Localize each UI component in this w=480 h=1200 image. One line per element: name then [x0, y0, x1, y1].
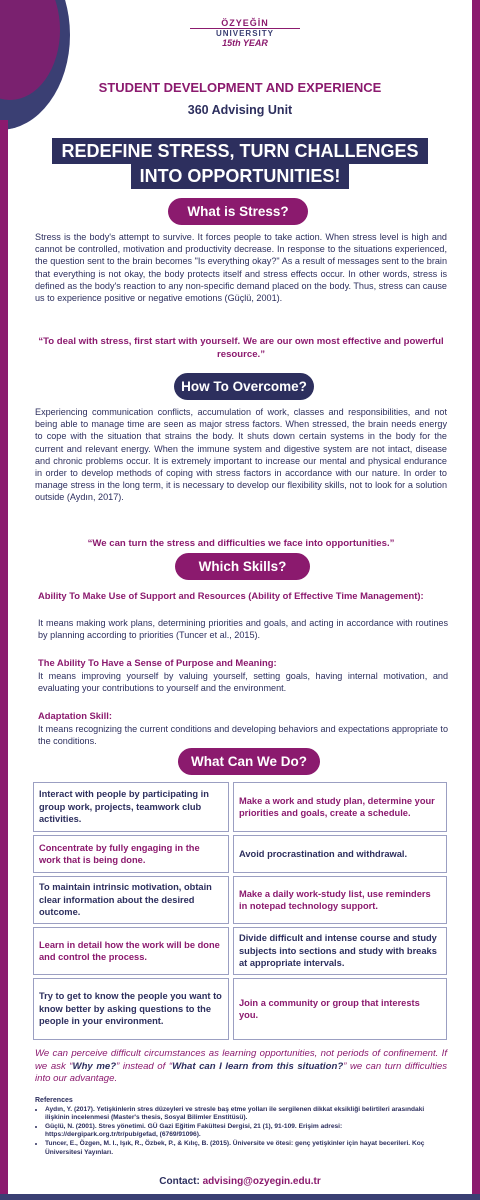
reference-item: • Tuncer, E., Özgen, M. I., Işık, R., Özbek, P., & Kılıç, B. (2015). Üniversite ve ötesi: genç yetişkinler için hayat becerileri. Koç Üniversitesi Yayınları. — [45, 1140, 447, 1157]
action-cell: Interact with people by participating in group work, projects, teamwork club activities. — [33, 782, 229, 832]
section-title-what-can-we-do: What Can We Do? — [178, 748, 320, 775]
action-cell: Try to get to know the people you want to know better by asking questions to the people in your environment. — [33, 978, 229, 1040]
action-cell: To maintain intrinsic motivation, obtain clear information about the desired outcome. — [33, 876, 229, 924]
skill-description: It means improving yourself by valuing yourself, setting goals, having internal motivation, and evaluating your contributions to yourself and the environment. — [38, 671, 448, 694]
reference-item: • Güçlü, N. (2001). Stres yönetimi. GÜ Gazi Eğitim Fakültesi Dergisi, 21 (1), 91-109. Erişim adresi: https://dergipark.org.tr/tr/pub/gefad, (6769/91096). — [45, 1123, 447, 1140]
closing-question-why-me: Why me? — [72, 1060, 117, 1072]
skill-title: Adaptation Skill: — [38, 710, 112, 721]
closing-text: We can perceive difficult circumstances as learning opportunities, not periods of confinement. If we ask “ — [35, 1048, 447, 1072]
left-border-stripe — [0, 120, 8, 1200]
department-title: STUDENT DEVELOPMENT AND EXPERIENCE — [98, 80, 382, 95]
skill-description: It means making work plans, determining priorities and goals, and acting in accordance with routines by planning according to priorities (Tuncer et al., 2015). — [38, 618, 448, 641]
closing-text: ” we can turn difficulties into our advantage. — [35, 1060, 447, 1084]
main-banner-line-2 — [0, 163, 480, 190]
closing-question-learn: What can I learn from this situation? — [172, 1060, 344, 1072]
main-banner-text-1: REDEFINE STRESS, TURN CHALLENGES — [52, 138, 427, 164]
action-cell: Make a work and study plan, determine your priorities and goals, create a schedule. — [233, 782, 447, 832]
action-cell: Divide difficult and intense course and study subjects into sections and study with breaks at appropriate intervals. — [233, 927, 447, 975]
logo-anniversary: 15th YEAR — [222, 38, 268, 48]
main-banner-line-1 — [0, 138, 480, 165]
university-logo — [190, 18, 300, 58]
logo-subname: UNIVERSITY — [215, 29, 274, 38]
contact-email-link[interactable]: advising@ozyegin.edu.tr — [202, 1176, 321, 1187]
skill-description: It means recognizing the current conditions and developing behaviors and expectations appropriate to the conditions. — [38, 724, 448, 747]
references-title: References — [35, 1097, 73, 1104]
logo-name: ÖZYEĞİN — [190, 18, 300, 29]
action-cell: Make a daily work-study list, use reminders in notepad technology support. — [233, 876, 447, 924]
references-list — [35, 1106, 447, 1158]
section-title-what-is-stress: What is Stress? — [168, 198, 308, 225]
skill-title: Ability To Make Use of Support and Resources (Ability of Effective Time Management): — [38, 590, 424, 601]
section-title-which-skills: Which Skills? — [175, 553, 310, 580]
action-cell: Join a community or group that interests you. — [233, 978, 447, 1040]
bottom-border-stripe — [0, 1194, 480, 1200]
closing-text: ” instead of “ — [116, 1060, 173, 1072]
action-cell: Concentrate by fully engaging in the work that is being done. — [33, 835, 229, 873]
stress-quote: “To deal with stress, first start with yourself. We are our own most effective and powerful resource.” — [38, 336, 444, 360]
closing-statement — [35, 1048, 447, 1086]
reference-item: • Aydın, Y. (2017). Yetişkinlerin stres düzeyleri ve stresle baş etme yolları ile sergilenen dikkat eksikliği belirtileri arasındaki ilişkinin incelenmesi (Master's thesis, Sosyal Bilimler Enstitüsü). — [45, 1106, 447, 1123]
main-banner-text-2: INTO OPPORTUNITIES! — [131, 163, 350, 189]
references — [35, 1097, 447, 1157]
contact-label: Contact: — [159, 1176, 200, 1187]
overcome-quote: “We can turn the stress and difficulties we face into opportunities.” — [87, 538, 395, 549]
action-cell: Avoid procrastination and withdrawal. — [233, 835, 447, 873]
action-cell: Learn in detail how the work will be done and control the process. — [33, 927, 229, 975]
section-title-how-to-overcome: How To Overcome? — [174, 373, 314, 400]
contact-line — [0, 1176, 480, 1187]
skill-title: The Ability To Have a Sense of Purpose and Meaning: — [38, 657, 277, 668]
stress-description: Stress is the body's attempt to survive. It forces people to take action. When stress level is high and cannot be controlled, motivation and productivity decrease. In response to the situations experienced, the question sent to the brain becomes "Is everything okay?" As a result of messages sent to the brain that everything is not okay, the body protects itself and stress effects occur. In other words, stress is defined as the body's reaction to any non-specific demand placed on the body. Thus, stress can cause us to experience positive or negative emotions (Güçlü, 2001). — [35, 232, 447, 304]
unit-title: 360 Advising Unit — [187, 103, 293, 117]
overcome-description: Experiencing communication conflicts, accumulation of work, classes and responsibilities, and not being able to manage time are seen as major stress factors. When stressed, the brain needs energy to cope with the situation that strains the body. It shuts down certain systems in the body for the current and relevant energy. When the immune system and digestive system are not intact, disease and chronic problems occur. It is extremely important to increase our mental and physical endurance in order to develop methods of coping with stress factors in accordance with our nature. In order to manage stress in the long term, it is necessary to develop our flexibility skills, not to look for a solution outside (Aydın, 2017). — [35, 407, 447, 503]
